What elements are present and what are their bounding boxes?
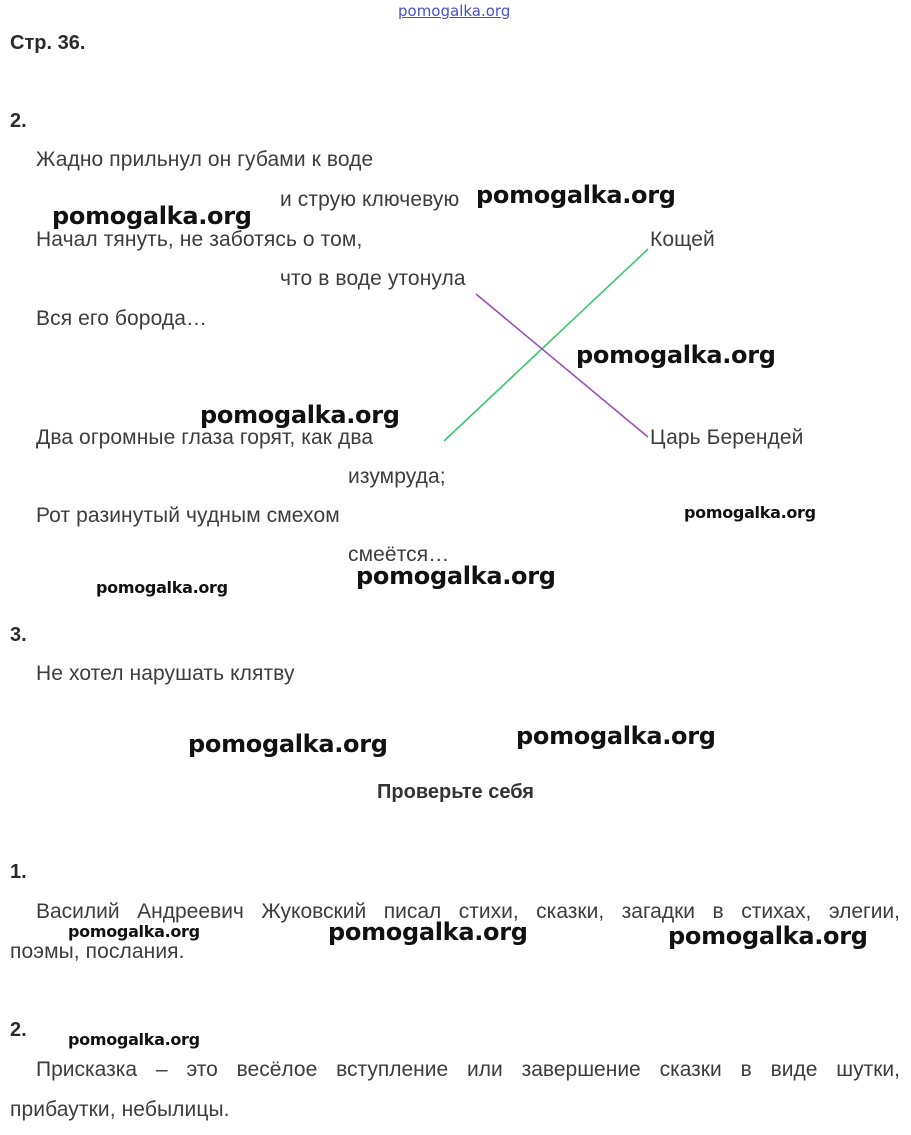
poem-line-8: Рот разинутый чудным смехом <box>36 504 340 527</box>
watermark: pomogalka.org <box>68 1030 200 1049</box>
site-link-top[interactable]: pomogalka.org <box>398 2 511 20</box>
watermark: pomogalka.org <box>328 918 528 946</box>
watermark: pomogalka.org <box>188 730 388 758</box>
poem-line-1: Жадно прильнул он губами к воде <box>36 148 374 171</box>
check-1-number: 1. <box>10 861 27 883</box>
poem-line-3: Начал тянуть, не заботясь о том, <box>36 228 363 251</box>
watermark: pomogalka.org <box>96 578 228 597</box>
check-2-line-2: прибаутки, небылицы. <box>10 1098 230 1121</box>
check-heading: Проверьте себя <box>377 781 534 803</box>
character-tsar-berendey: Царь Берендей <box>650 426 804 449</box>
check-1-line-2: поэмы, послания. <box>10 940 185 963</box>
page-label: Стр. 36. <box>10 32 86 54</box>
poem-line-5: Вся его борода… <box>36 307 208 330</box>
poem-line-4: что в воде утонула <box>280 267 466 290</box>
check-2-line-1: Присказка – это весёлое вступление или завершение сказки в виде шутки, <box>36 1058 900 1081</box>
character-koshchey: Кощей <box>650 228 715 251</box>
check-1-line-1: Василий Андреевич Жуковский писал стихи, сказки, загадки в стихах, элегии, <box>36 900 900 923</box>
watermark: pomogalka.org <box>68 922 200 941</box>
section-3-answer: Не хотел нарушать клятву <box>36 662 295 685</box>
watermark: pomogalka.org <box>684 503 816 522</box>
watermark: pomogalka.org <box>668 922 868 950</box>
watermark: pomogalka.org <box>356 562 556 590</box>
section-2-number: 2. <box>10 110 27 132</box>
section-3-number: 3. <box>10 624 27 646</box>
watermark: pomogalka.org <box>52 202 252 230</box>
poem-line-7: изумруда; <box>348 465 446 488</box>
check-2-number: 2. <box>10 1019 27 1041</box>
watermark: pomogalka.org <box>516 722 716 750</box>
poem-line-2: и струю ключевую <box>280 188 460 211</box>
watermark: pomogalka.org <box>200 401 400 429</box>
poem-line-9: смеётся… <box>348 543 450 566</box>
poem-line-6: Два огромные глаза горят, как два <box>36 426 374 449</box>
watermark: pomogalka.org <box>476 181 676 209</box>
watermark: pomogalka.org <box>576 341 776 369</box>
